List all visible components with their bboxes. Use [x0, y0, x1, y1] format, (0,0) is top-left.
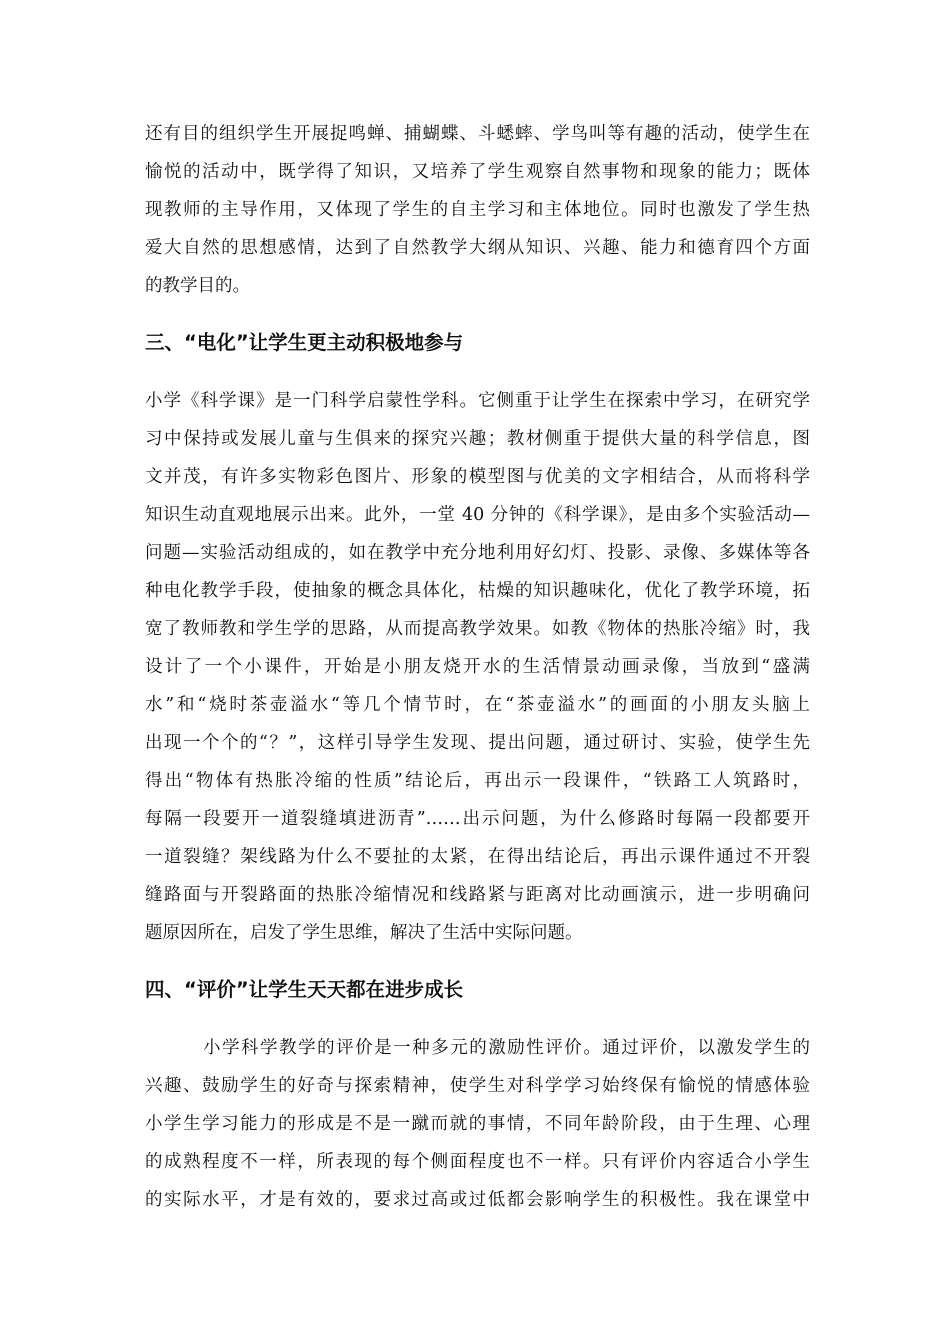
paragraph-2-line-9: 水”和“烧时茶壶溢水“等几个情节时，在“茶壶溢水”的画面的小朋友头脑上 — [145, 695, 810, 715]
paragraph-1-line-3: 现教师的主导作用，又体现了学生的自主学习和主体地位。同时也激发了学生热 — [145, 200, 810, 220]
paragraph-2-line-12: 每隔一段要开一道裂缝填进沥青”……出示问题，为什么修路时每隔一段都要开 — [145, 809, 810, 829]
section-heading-3: 三、“电化”让学生更主动积极地参与 — [145, 331, 464, 354]
paragraph-2-line-7: 宽了教师教和学生学的思路，从而提高教学效果。如教《物体的热胀冷缩》时，我 — [145, 619, 810, 639]
paragraph-3-line-1: 小学科学教学的评价是一种多元的激励性评价。通过评价，以激发学生的 — [203, 1038, 810, 1058]
paragraph-3-line-2: 兴趣、鼓励学生的好奇与探索精神，使学生对科学学习始终保有愉悦的情感体验 — [145, 1076, 810, 1096]
paragraph-2-line-2: 习中保持或发展儿童与生俱来的探究兴趣；教材侧重于提供大量的科学信息，图 — [145, 429, 810, 449]
paragraph-2-line-15: 题原因所在，启发了学生思维，解决了生活中实际问题。 — [145, 923, 583, 943]
paragraph-2-line-5: 问题—实验活动组成的，如在教学中充分地利用好幻灯、投影、录像、多媒体等各 — [145, 543, 810, 563]
paragraph-3-line-4: 的成熟程度不一样，所表现的每个侧面程度也不一样。只有评价内容适合小学生 — [145, 1152, 810, 1172]
paragraph-2-line-14: 缝路面与开裂路面的热胀冷缩情况和线路紧与距离对比动画演示，进一步明确问 — [145, 885, 810, 905]
paragraph-1-line-2: 愉悦的活动中，既学得了知识，又培养了学生观察自然事物和现象的能力；既体 — [145, 162, 810, 182]
section-heading-4: 四、“评价”让学生天天都在进步成长 — [145, 978, 464, 1001]
paragraph-2-line-1: 小学《科学课》是一门科学启蒙性学科。它侧重于让学生在探索中学习，在研究学 — [145, 391, 810, 411]
paragraph-3-line-5: 的实际水平，才是有效的，要求过高或过低都会影响学生的积极性。我在课堂中 — [145, 1190, 810, 1210]
paragraph-2-line-8: 设计了一个小课件，开始是小朋友烧开水的生活情景动画录像，当放到“盛满 — [145, 657, 810, 677]
paragraph-2-line-11: 得出“物体有热胀冷缩的性质”结论后，再出示一段课件，“铁路工人筑路时， — [145, 771, 810, 791]
paragraph-2-line-6: 种电化教学手段，使抽象的概念具体化，枯燥的知识趣味化，优化了教学环境，拓 — [145, 581, 810, 601]
paragraph-2-line-13: 一道裂缝？架线路为什么不要扯的太紧，在得出结论后，再出示课件通过不开裂 — [145, 847, 810, 867]
paragraph-2-line-3: 文并茂，有许多实物彩色图片、形象的模型图与优美的文字相结合，从而将科学 — [145, 467, 810, 487]
paragraph-1-line-4: 爱大自然的思想感情，达到了自然教学大纲从知识、兴趣、能力和德育四个方面 — [145, 238, 810, 258]
paragraph-1-line-5: 的教学目的。 — [145, 276, 250, 296]
paragraph-3-line-3: 小学生学习能力的形成是不是一蹴而就的事情，不同年龄阶段，由于生理、心理 — [145, 1114, 810, 1134]
paragraph-1-line-1: 还有目的组织学生开展捉鸣蝉、捕蝴蝶、斗蟋蟀、学鸟叫等有趣的活动，使学生在 — [145, 124, 810, 144]
paragraph-2-line-4: 知识生动直观地展示出来。此外，一堂 40 分钟的《科学课》，是由多个实验活动— — [145, 505, 810, 525]
paragraph-2-line-10: 出现一个个的“？”，这样引导学生发现、提出问题，通过研讨、实验，使学生先 — [145, 733, 810, 753]
